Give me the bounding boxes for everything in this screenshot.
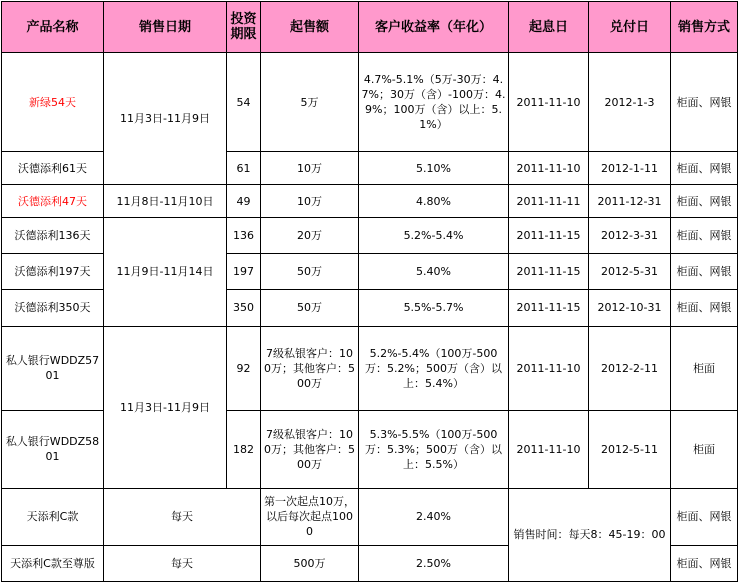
term: 136: [227, 218, 261, 254]
sale-date: 每天: [104, 488, 261, 545]
min-amount: 5万: [261, 53, 359, 152]
min-amount: 500万: [261, 545, 359, 581]
yield: 5.2%-5.4%: [359, 218, 509, 254]
product-name: 天添利C款至尊版: [2, 545, 104, 581]
term: 182: [227, 410, 261, 488]
start-date: 2011-11-15: [509, 254, 589, 290]
channel: 柜面、网银: [671, 488, 738, 545]
pay-date: 2012-3-31: [589, 218, 671, 254]
product-name: 沃德添利197天: [2, 254, 104, 290]
yield: 5.2%-5.4%（100万-500万：5.2%；500万（含）以上：5.4%）: [359, 326, 509, 410]
yield: 4.7%-5.1%（5万-30万：4.7%；30万（含）-100万：4.9%；100万（含）以上：5.1%）: [359, 53, 509, 152]
term: 49: [227, 185, 261, 218]
yield: 2.50%: [359, 545, 509, 581]
min-amount: 20万: [261, 218, 359, 254]
pay-date: 2012-10-31: [589, 290, 671, 326]
table-row: [2, 218, 738, 254]
yield: 4.80%: [359, 185, 509, 218]
min-amount: 7级私银客户：100万；其他客户：500万: [261, 410, 359, 488]
pay-date: 2012-5-31: [589, 254, 671, 290]
term: 350: [227, 290, 261, 326]
pay-date: 2012-5-11: [589, 410, 671, 488]
min-amount: 第一次起点10万，以后每次起点1000: [261, 488, 359, 545]
channel: 柜面、网银: [671, 53, 738, 152]
pay-date: 2011-12-31: [589, 185, 671, 218]
term: 197: [227, 254, 261, 290]
term: 54: [227, 53, 261, 152]
product-name: 新绿54天: [2, 53, 104, 152]
table-row: [2, 488, 738, 545]
header-row: [2, 2, 738, 53]
channel: 柜面: [671, 410, 738, 488]
product-name: 私人银行WDDZ5701: [2, 326, 104, 410]
channel: 柜面、网银: [671, 290, 738, 326]
sale-time: 销售时间：每天8：45-19：00: [509, 488, 671, 581]
products-table: [1, 1, 738, 582]
product-name: 天添利C款: [2, 488, 104, 545]
header-channel: 销售方式: [671, 2, 738, 53]
min-amount: 10万: [261, 152, 359, 185]
min-amount: 50万: [261, 254, 359, 290]
pay-date: 2012-1-3: [589, 53, 671, 152]
header-min-amount: 起售额: [261, 2, 359, 53]
channel: 柜面: [671, 326, 738, 410]
sale-date: 11月3日-11月9日: [104, 326, 227, 488]
min-amount: 10万: [261, 185, 359, 218]
header-pay-date: 兑付日: [589, 2, 671, 53]
min-amount: 50万: [261, 290, 359, 326]
yield: 2.40%: [359, 488, 509, 545]
product-name: 沃德添利61天: [2, 152, 104, 185]
header-yield: 客户收益率（年化）: [359, 2, 509, 53]
product-name: 沃德添利47天: [2, 185, 104, 218]
channel: 柜面、网银: [671, 152, 738, 185]
start-date: 2011-11-10: [509, 152, 589, 185]
channel: 柜面、网银: [671, 254, 738, 290]
header-start-date: 起息日: [509, 2, 589, 53]
start-date: 2011-11-15: [509, 290, 589, 326]
product-name: 沃德添利136天: [2, 218, 104, 254]
term: 92: [227, 326, 261, 410]
header-sale-date: 销售日期: [104, 2, 227, 53]
start-date: 2011-11-11: [509, 185, 589, 218]
start-date: 2011-11-15: [509, 218, 589, 254]
min-amount: 7级私银客户：100万；其他客户：500万: [261, 326, 359, 410]
product-name: 私人银行WDDZ5801: [2, 410, 104, 488]
channel: 柜面、网银: [671, 218, 738, 254]
table-row: [2, 326, 738, 410]
yield: 5.5%-5.7%: [359, 290, 509, 326]
start-date: 2011-11-10: [509, 326, 589, 410]
sale-date: 11月9日-11月14日: [104, 218, 227, 326]
sale-date: 每天: [104, 545, 261, 581]
channel: 柜面、网银: [671, 545, 738, 581]
header-term: 投资期限: [227, 2, 261, 53]
table-row: [2, 185, 738, 218]
pay-date: 2012-1-11: [589, 152, 671, 185]
yield: 5.3%-5.5%（100万-500万：5.3%；500万（含）以上：5.5%）: [359, 410, 509, 488]
term: 61: [227, 152, 261, 185]
sale-date: 11月3日-11月9日: [104, 53, 227, 185]
yield: 5.10%: [359, 152, 509, 185]
start-date: 2011-11-10: [509, 53, 589, 152]
table-row: [2, 53, 738, 152]
product-name: 沃德添利350天: [2, 290, 104, 326]
yield: 5.40%: [359, 254, 509, 290]
channel: 柜面、网银: [671, 185, 738, 218]
sale-date: 11月8日-11月10日: [104, 185, 227, 218]
start-date: 2011-11-10: [509, 410, 589, 488]
pay-date: 2012-2-11: [589, 326, 671, 410]
header-product: 产品名称: [2, 2, 104, 53]
